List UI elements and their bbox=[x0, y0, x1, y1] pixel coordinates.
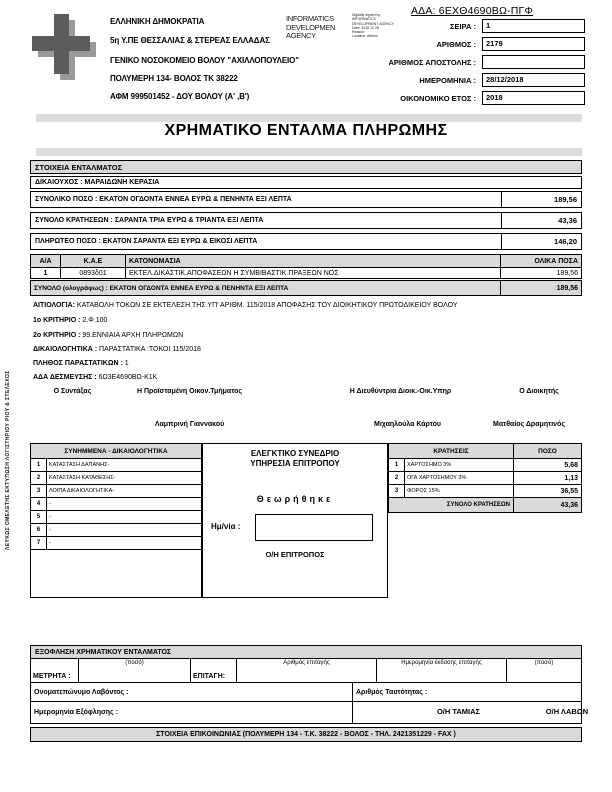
detail-value: 1 bbox=[124, 360, 129, 367]
kae-table-total-row bbox=[30, 280, 582, 296]
kae-header-aa: Α/Α bbox=[31, 255, 61, 267]
attachment-row bbox=[31, 472, 201, 485]
deduction-num: 3 bbox=[389, 485, 405, 497]
attachment-text: - bbox=[49, 514, 51, 520]
beneficiary-label: ΔΙΚΑΙΟΥΧΟΣ : bbox=[35, 179, 83, 186]
detail-label: 1ο ΚΡΙΤΗΡΙΟ : bbox=[33, 317, 81, 324]
kae-table-header bbox=[30, 254, 582, 268]
attachment-num: 7 bbox=[31, 537, 47, 549]
stamp-detail-line: DEVELOPMENT AGENCY bbox=[352, 21, 394, 26]
deduction-amount: 36,55 bbox=[560, 487, 578, 495]
total-amount-value: 189,56 bbox=[501, 192, 581, 207]
margin-note: ΛΕΥΚΩΣ ΟΜΕΛΕΤΗΣ ΕΚΤΥΠΩΣΗ ΛΟΓΙΣΤΗΡΙΟΥ ΡΙΟΥ & ΣΤΕΛΕΧΟΣ bbox=[5, 370, 11, 550]
org-line-afm: ΑΦΜ 999501452 - ΔΟΥ ΒΟΛΟΥ (Α' ,Β') bbox=[110, 92, 250, 101]
deduction-num: 2 bbox=[389, 472, 405, 484]
deduction-name: ΧΑΡΤΟΣΗΜΟ 3% bbox=[405, 459, 514, 471]
attachments-header: ΣΥΝΗΜΜΕΝΑ - ΔΙΚΑΙΟΛΟΓΗΤΙΚΑ bbox=[31, 444, 201, 459]
kae-header-amount: ΟΛΙΚΑ ΠΟΣΑ bbox=[534, 257, 578, 265]
attachment-row bbox=[31, 498, 201, 511]
court-panel bbox=[202, 443, 388, 598]
detail-kritirio-1 bbox=[33, 317, 107, 324]
stamp-detail-line: Location: Athens bbox=[352, 34, 378, 39]
attachments-table bbox=[30, 443, 202, 598]
cheque-label: ΕΠΙΤΑΓΗ: bbox=[191, 659, 237, 683]
divider-strip bbox=[36, 148, 582, 156]
deduction-row bbox=[389, 459, 581, 472]
org-line-republic: ΕΛΛΗΝΙΚΗ ΔΗΜΟΚΡΑΤΙΑ bbox=[110, 17, 205, 26]
attachment-row bbox=[31, 459, 201, 472]
kae-total-label: ΣΥΝΟΛΟ (ολογράφως) : ΕΚΑΤΟΝ ΟΓΔΟΝΤΑ ΕΝΝΕΑ ΕΥΡΩ & ΠΕΝΗΝΤΑ ΕΞΙ ΛΕΠΤΑ bbox=[31, 281, 501, 295]
kae-row-name: ΕΚΤΕΛ.ΔΙΚΑΣΤΙΚ.ΑΠΟΦΑΣΕΩΝ Η ΣΥΜΒΙΒΑΣΤΙΚ.ΠΡΑΞΕΩΝ ΝΟΣ bbox=[126, 268, 501, 278]
detail-label: 2ο ΚΡΙΤΗΡΙΟ : bbox=[33, 332, 81, 339]
deductions-total-text: ΣΥΝΟΛΟ ΚΡΑΤΗΣΕΩΝ : ΣΑΡΑΝΤΑ ΤΡΙΑ ΕΥΡΩ & ΤΡΙΑΝΤΑ ΕΞΙ ΛΕΠΤΑ bbox=[35, 217, 264, 224]
field-value-seira: 1 bbox=[482, 19, 585, 33]
kae-row-code: 0893δ01 bbox=[61, 268, 126, 278]
signature-title-diefthintria: Η Διευθύντρια Διοικ.-Οικ.Υπηρ bbox=[349, 388, 452, 395]
deductions-total-label: ΣΥΝΟΛΟ ΚΡΑΤΗΣΕΩΝ bbox=[389, 498, 514, 512]
stamp-line: INFORMATICS bbox=[286, 14, 334, 23]
detail-aitiologia bbox=[33, 302, 457, 309]
total-amount-text: ΣΥΝΟΛΙΚΟ ΠΟΣΟ : ΕΚΑΤΟΝ ΟΓΔΟΝΤΑ ΕΝΝΕΑ ΕΥΡΩ & ΠΕΝΗΝΤΑ ΕΞΙ ΛΕΠΤΑ bbox=[35, 196, 292, 203]
court-title-line2: ΥΠΗΡΕΣΙΑ ΕΠΙΤΡΟΠΟΥ bbox=[250, 459, 340, 468]
attachment-text: ΛΟΙΠΑ ΔΙΚΑΙΟΛΟΓΗΤΙΚΑ- bbox=[49, 488, 115, 494]
attachment-num: 1 bbox=[31, 459, 47, 471]
cheque-amount-label: (ποσό) bbox=[507, 659, 581, 683]
divider-strip bbox=[36, 114, 582, 122]
kae-header-name: ΚΑΤΟΝΟΜΑΣΙΑ bbox=[126, 255, 501, 267]
hospital-cross-logo-icon bbox=[32, 14, 96, 80]
signature-name-2: Μιχαηλούλα Κάρτου bbox=[374, 421, 441, 428]
deductions-header bbox=[389, 444, 581, 459]
cash-label: ΜΕΤΡΗΤΑ : bbox=[31, 659, 79, 683]
page-title: ΧΡΗΜΑΤΙΚΟ ΕΝΤΑΛΜΑ ΠΛΗΡΩΜΗΣ bbox=[164, 122, 448, 139]
deduction-row bbox=[389, 485, 581, 498]
beneficiary-row bbox=[30, 176, 582, 189]
deductions-header-amount: ΠΟΣΟ bbox=[538, 447, 557, 455]
attachment-num: 3 bbox=[31, 485, 47, 497]
detail-ada-desmeysis bbox=[33, 374, 157, 381]
field-label-seira: ΣΕΙΡΑ : bbox=[449, 22, 476, 31]
stamp-detail-line: Reason: bbox=[352, 30, 366, 35]
cheque-number-label: Αριθμός επιταγής bbox=[237, 659, 377, 683]
court-date-box bbox=[255, 514, 373, 541]
detail-kritirio-2 bbox=[33, 332, 183, 339]
detail-value: 2.Φ.100 bbox=[82, 317, 108, 324]
deduction-row bbox=[389, 472, 581, 485]
detail-label: ΠΛΗΘΟΣ ΠΑΡΑΣΤΑΤΙΚΩΝ : bbox=[33, 360, 123, 367]
org-line-region: 5η Υ.ΠΕ ΘΕΣΣΑΛΙΑΣ & ΣΤΕΡΕΑΣ ΕΛΛΑΔΑΣ bbox=[110, 36, 270, 45]
payable-amount-value: 146,20 bbox=[501, 234, 581, 249]
cheque-date-label: Ημερομηνία έκδοσης επιταγής bbox=[377, 659, 507, 683]
section-entalma-header: ΣΤΟΙΧΕΙΑ ΕΝΤΑΛΜΑΤΟΣ bbox=[30, 160, 582, 174]
deductions-total-row bbox=[30, 212, 582, 229]
stamp-detail-line: INFORMATICS bbox=[352, 17, 376, 22]
signature-name-1: Λαμπρινή Γιαννακού bbox=[154, 421, 225, 428]
stamp-detail-line: Date: 2018.12.28 bbox=[352, 25, 379, 30]
kae-table-row bbox=[30, 267, 582, 279]
stamp-detail-line: Digitally signed by bbox=[352, 13, 381, 17]
settlement-section bbox=[30, 645, 589, 724]
field-value-imerominia: 28/12/2018 bbox=[482, 73, 585, 87]
detail-label: ΑΙΤΙΟΛΟΓΙΑ: bbox=[33, 302, 75, 309]
detail-plithos bbox=[33, 360, 129, 367]
detail-label: ΑΔΑ ΔΕΣΜΕΥΣΗΣ : bbox=[33, 374, 97, 381]
receiver-label: Ο/Η ΛΑΒΩΝ bbox=[545, 707, 589, 716]
attachment-row bbox=[31, 537, 201, 550]
kae-row-amount: 189,56 bbox=[556, 269, 578, 277]
detail-value: 99.ΕΝΝΙΑΙΑ ΑΡΧΗ ΠΛΗΡΩΜΩΝ bbox=[82, 332, 184, 339]
detail-value: ΚΑΤΑΒΟΛΗ ΤΟΚΩΝ ΣΕ ΕΚΤΕΛΕΣΗ ΤΗΣ ΥΠ' ΑΡΙΘΜ. 115/2018 ΑΠΟΦΑΣΗΣ ΤΟΥ ΔΙΟΙΚΗΤΙΚΟΥ ΠΡΩΤΟΔΙΚΕΙΟΥ ΒΟΛΟΥ bbox=[76, 302, 458, 309]
payable-amount-row bbox=[30, 233, 582, 250]
stamp-line: AGENCY bbox=[286, 31, 316, 40]
field-label-imerominia: ΗΜΕΡΟΜΗΝΙΑ : bbox=[419, 76, 476, 85]
settlement-header: ΕΞΟΦΛΗΣΗ ΧΡΗΜΑΤΙΚΟΥ ΕΝΤΑΛΜΑΤΟΣ bbox=[31, 646, 581, 659]
signature-name-3: Ματθαίος Δραμητινός bbox=[493, 421, 565, 428]
court-approved-text: Θεωρήθηκε bbox=[256, 494, 334, 504]
settlement-row-1 bbox=[31, 659, 581, 683]
attachment-text: ΚΑΤΑΣΤΑΣΗ ΚΑΤΑΘΕΣΗΣ- bbox=[49, 475, 116, 481]
deduction-name: ΟΓΑ ΧΑΡΤΟΣΗΜΟΥ 3% bbox=[405, 472, 514, 484]
identity-number-label: Αριθμός Ταυτότητας : bbox=[353, 683, 581, 702]
deduction-name: ΦΟΡΟΣ 15% bbox=[405, 485, 514, 497]
ada-number: ΑΔΑ: 6ΕΧΘ4690ΒΩ-ΠΓΦ bbox=[410, 5, 534, 17]
field-value-etos: 2018 bbox=[482, 91, 585, 105]
court-date-label: Ημ/νία : bbox=[211, 522, 241, 531]
kae-row-aa: 1 bbox=[31, 268, 61, 278]
field-value-arithmos-apostolis bbox=[482, 55, 585, 69]
field-label-etos: ΟΙΚΟΝΟΜΙΚΟ ΕΤΟΣ : bbox=[400, 94, 476, 103]
field-label-arithmos: ΑΡΙΘΜΟΣ : bbox=[436, 40, 476, 49]
cash-amount-label: (ποσό) bbox=[79, 659, 191, 683]
cashier-label: Ο/Η ΤΑΜΙΑΣ bbox=[436, 707, 481, 716]
signature-title-dioikitis: Ο Διοικητής bbox=[519, 388, 559, 395]
detail-value: 6Ω3Ε4690ΒΩ-Κ1Κ bbox=[98, 374, 158, 381]
court-title-line1: ΕΛΕΓΚΤΙΚΟ ΣΥΝΕΔΡΙΟ bbox=[250, 449, 340, 458]
recipient-name-label: Ονοματεπώνυμο Λαβόντος : bbox=[31, 683, 353, 702]
signature-title-syntaxas: Ο Συντάξας bbox=[53, 388, 92, 395]
detail-label: ΔΙΚΑΙΟΛΟΓΗΤΙΚΑ : bbox=[33, 346, 98, 353]
court-commissioner-label: Ο/Η ΕΠΙΤΡΟΠΟΣ bbox=[265, 550, 325, 559]
deductions-total-amount: 43,36 bbox=[560, 501, 578, 509]
deductions-total-value: 43,36 bbox=[501, 213, 581, 228]
attachment-row bbox=[31, 485, 201, 498]
deduction-amount: 5,68 bbox=[564, 461, 578, 469]
attachment-num: 6 bbox=[31, 524, 47, 536]
kae-header-kae: Κ.Α.Ε bbox=[61, 255, 126, 267]
payable-amount-text: ΠΛΗΡΩΤΕΟ ΠΟΣΟ : ΕΚΑΤΟΝ ΣΑΡΑΝΤΑ ΕΞΙ ΕΥΡΩ & ΕΙΚΟΣΙ ΛΕΠΤΑ bbox=[35, 238, 258, 245]
attachment-text: - bbox=[49, 540, 51, 546]
kae-total-amount: 189,56 bbox=[556, 284, 578, 292]
attachment-text: ΚΑΤΑΣΤΑΣΗ ΔΑΠΑΝΗΣ- bbox=[49, 462, 110, 468]
settlement-row-3 bbox=[31, 702, 589, 723]
detail-dikaiologitika bbox=[33, 346, 201, 353]
org-line-address: ΠΟΛΥΜΕΡΗ 134- ΒΟΛΟΣ ΤΚ 38222 bbox=[110, 74, 238, 83]
field-label-arithmos-apostolis: ΑΡΙΘΜΟΣ ΑΠΟΣΤΟΛΗΣ : bbox=[388, 58, 476, 67]
attachment-row bbox=[31, 524, 201, 537]
deduction-amount: 1,13 bbox=[564, 474, 578, 482]
total-amount-row bbox=[30, 191, 582, 208]
beneficiary-name: ΜΑΡΑΙΔΩΝΗ ΚΕΡΑΣΙΑ bbox=[84, 179, 160, 186]
detail-value: ΠΑΡΑΣΤΑΤΙΚΑ :ΤΟΚΟΙ 115/2018 bbox=[99, 346, 201, 353]
deduction-num: 1 bbox=[389, 459, 405, 471]
attachment-text: - bbox=[49, 527, 51, 533]
field-value-arithmos: 2179 bbox=[482, 37, 585, 51]
deductions-total-row bbox=[389, 498, 581, 512]
attachment-text: - bbox=[49, 501, 51, 507]
org-line-hospital: ΓΕΝΙΚΟ ΝΟΣΟΚΟΜΕΙΟ ΒΟΛΟΥ "ΑΧΙΛΛΟΠΟΥΛΕΙΟ" bbox=[110, 56, 299, 65]
attachment-num: 5 bbox=[31, 511, 47, 523]
attachment-num: 2 bbox=[31, 472, 47, 484]
stamp-line: DEVELOPMEN bbox=[286, 22, 336, 32]
contact-info-bar: ΣΤΟΙΧΕΙΑ ΕΠΙΚΟΙΝΩΝΙΑΣ (ΠΟΛΥΜΕΡΗ 134 - Τ.Κ. 38222 - ΒΟΛΟΣ - ΤΗΛ. 2421351229 - FAX ) bbox=[30, 727, 582, 742]
deductions-table bbox=[388, 443, 582, 513]
signature-title-proistameni: Η Προϊσταμένη Οικον.Τμήματος bbox=[136, 388, 243, 395]
settlement-date-label: Ημερομηνία Εξόφλησης : bbox=[31, 702, 353, 723]
deductions-header-name: ΚΡΑΤΗΣΕΙΣ bbox=[389, 444, 514, 458]
settlement-row-2 bbox=[31, 683, 581, 702]
attachment-row bbox=[31, 511, 201, 524]
attachment-num: 4 bbox=[31, 498, 47, 510]
